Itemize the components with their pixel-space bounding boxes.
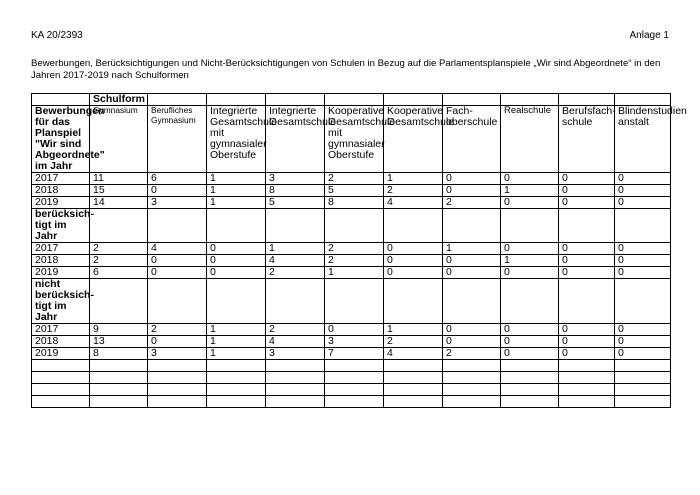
value-cell: 2 [384,185,443,197]
value-cell: 0 [384,267,443,279]
value-cell: 0 [501,197,559,209]
empty-cell [32,372,90,384]
empty-row [32,360,671,372]
table-row [32,255,671,267]
value-cell: 4 [384,348,443,360]
empty-cell [559,396,615,408]
value-cell: 0 [501,324,559,336]
value-cell: 0 [443,336,501,348]
value-cell: 1 [207,324,266,336]
value-cell: 0 [207,243,266,255]
value-cell: 11 [90,173,148,185]
column-header: Gymnasium [90,106,148,173]
value-cell: 8 [90,348,148,360]
table-row [32,197,671,209]
value-cell: 0 [501,173,559,185]
empty-cell [32,360,90,372]
value-cell: 4 [266,336,325,348]
value-cell: 0 [559,324,615,336]
empty-cell [32,396,90,408]
document-title: Bewerbungen, Berücksichtigungen und Nicht-Berücksichtigungen von Schulen in Bezug auf die Parlamentsplanspiele „Wir sind Abgeordnete“ in den Jahren 2017-2019 nach Schulformen [31,58,661,81]
value-cell: 1 [207,185,266,197]
value-cell: 0 [501,243,559,255]
value-cell: 0 [615,267,671,279]
value-cell: 1 [501,255,559,267]
value-cell: 7 [325,348,384,360]
empty-cell [32,94,90,106]
year-cell: 2019 [32,348,90,360]
value-cell: 2 [443,348,501,360]
year-cell: 2019 [32,267,90,279]
value-cell: 0 [148,267,207,279]
value-cell: 5 [266,197,325,209]
empty-cell [559,372,615,384]
empty-cell [148,384,207,396]
value-cell: 8 [266,185,325,197]
value-cell: 2 [90,255,148,267]
empty-cell [148,209,207,243]
corner-label: Bewerbungen für das Planspiel "Wir sind Abgeordnete" im Jahr [32,106,90,173]
value-cell: 1 [266,243,325,255]
empty-cell [325,372,384,384]
section-label: berücksich-tigt im Jahr [32,209,90,243]
section-label-row [32,279,671,324]
value-cell: 0 [615,348,671,360]
column-header: Berufsfach-schule [559,106,615,173]
value-cell: 0 [443,267,501,279]
document-reference: KA 20/2393 [31,30,83,41]
value-cell: 1 [207,173,266,185]
value-cell: 0 [615,197,671,209]
empty-cell [325,209,384,243]
empty-cell [615,360,671,372]
column-header: Integrierte Gesamtschule [266,106,325,173]
value-cell: 0 [615,324,671,336]
value-cell: 2 [443,197,501,209]
value-cell: 1 [384,324,443,336]
value-cell: 2 [325,243,384,255]
empty-cell [615,372,671,384]
year-cell: 2017 [32,173,90,185]
empty-cell [559,360,615,372]
table-row [32,243,671,255]
value-cell: 0 [559,348,615,360]
value-cell: 6 [148,173,207,185]
empty-cell [325,94,384,106]
value-cell: 0 [443,173,501,185]
value-cell: 2 [90,243,148,255]
empty-cell [443,360,501,372]
empty-cell [384,279,443,324]
year-cell: 2018 [32,255,90,267]
empty-cell [501,360,559,372]
value-cell: 3 [148,197,207,209]
empty-cell [207,372,266,384]
table-row [32,185,671,197]
empty-cell [615,396,671,408]
year-cell: 2017 [32,243,90,255]
empty-cell [615,279,671,324]
empty-cell [501,94,559,106]
empty-cell [148,396,207,408]
value-cell: 0 [559,336,615,348]
empty-cell [501,384,559,396]
empty-cell [615,209,671,243]
value-cell: 1 [207,336,266,348]
empty-cell [266,396,325,408]
value-cell: 4 [266,255,325,267]
value-cell: 4 [148,243,207,255]
schulform-header-row [32,94,671,106]
empty-cell [443,279,501,324]
value-cell: 0 [615,173,671,185]
empty-cell [615,384,671,396]
value-cell: 0 [615,255,671,267]
empty-cell [559,94,615,106]
empty-cell [325,360,384,372]
table-row [32,348,671,360]
value-cell: 0 [501,348,559,360]
table-row [32,336,671,348]
empty-cell [32,384,90,396]
value-cell: 0 [384,255,443,267]
value-cell: 8 [325,197,384,209]
empty-cell [443,396,501,408]
value-cell: 2 [266,267,325,279]
value-cell: 3 [148,348,207,360]
empty-cell [266,384,325,396]
value-cell: 0 [559,255,615,267]
value-cell: 6 [90,267,148,279]
column-header: Realschule [501,106,559,173]
value-cell: 2 [384,336,443,348]
value-cell: 3 [266,348,325,360]
empty-cell [266,360,325,372]
empty-cell [90,360,148,372]
section-label-row [32,209,671,243]
value-cell: 0 [148,185,207,197]
empty-cell [325,384,384,396]
column-header-row [32,106,671,173]
year-cell: 2017 [32,324,90,336]
empty-cell [148,360,207,372]
empty-cell [501,279,559,324]
table-row [32,324,671,336]
value-cell: 1 [325,267,384,279]
column-header: Berufliches Gymnasium [148,106,207,173]
empty-cell [266,279,325,324]
attachment-label: Anlage 1 [629,30,669,41]
empty-row [32,396,671,408]
empty-cell [90,372,148,384]
empty-cell [90,209,148,243]
value-cell: 0 [384,243,443,255]
value-cell: 15 [90,185,148,197]
empty-cell [443,94,501,106]
value-cell: 0 [148,255,207,267]
value-cell: 2 [325,255,384,267]
value-cell: 1 [501,185,559,197]
value-cell: 0 [443,185,501,197]
empty-cell [384,396,443,408]
value-cell: 0 [325,324,384,336]
empty-cell [148,279,207,324]
empty-cell [443,209,501,243]
empty-cell [384,360,443,372]
value-cell: 14 [90,197,148,209]
empty-cell [384,94,443,106]
value-cell: 5 [325,185,384,197]
value-cell: 0 [559,243,615,255]
empty-cell [501,209,559,243]
empty-cell [384,372,443,384]
empty-cell [384,384,443,396]
column-header: Fach-oberschule [443,106,501,173]
section-label: nicht berücksich-tigt im Jahr [32,279,90,324]
empty-cell [501,372,559,384]
empty-cell [90,279,148,324]
value-cell: 0 [443,324,501,336]
value-cell: 3 [325,336,384,348]
empty-cell [266,209,325,243]
value-cell: 4 [384,197,443,209]
empty-cell [90,396,148,408]
value-cell: 0 [148,336,207,348]
empty-cell [384,209,443,243]
empty-cell [559,384,615,396]
empty-cell [207,384,266,396]
value-cell: 0 [207,267,266,279]
year-cell: 2019 [32,197,90,209]
empty-cell [90,384,148,396]
value-cell: 0 [501,336,559,348]
column-header: Integrierte Gesamtschule mit gymnasialer Oberstufe [207,106,266,173]
empty-row [32,372,671,384]
empty-cell [443,384,501,396]
table-row [32,173,671,185]
empty-cell [559,279,615,324]
applications-table [31,93,687,408]
value-cell: 2 [266,324,325,336]
value-cell: 3 [266,173,325,185]
empty-cell [207,396,266,408]
value-cell: 1 [207,197,266,209]
schulform-label: Schulform [90,94,148,106]
value-cell: 0 [443,255,501,267]
empty-cell [207,209,266,243]
value-cell: 0 [559,185,615,197]
value-cell: 0 [207,255,266,267]
column-header: Blindenstudien anstalt [615,106,671,173]
empty-cell [501,396,559,408]
empty-row [32,384,671,396]
value-cell: 0 [615,243,671,255]
empty-cell [207,360,266,372]
value-cell: 1 [384,173,443,185]
value-cell: 2 [325,173,384,185]
year-cell: 2018 [32,185,90,197]
empty-cell [443,372,501,384]
value-cell: 2 [148,324,207,336]
value-cell: 0 [615,336,671,348]
value-cell: 1 [443,243,501,255]
empty-cell [148,94,207,106]
value-cell: 1 [207,348,266,360]
value-cell: 0 [615,185,671,197]
empty-cell [266,94,325,106]
empty-cell [266,372,325,384]
value-cell: 0 [501,267,559,279]
empty-cell [325,396,384,408]
value-cell: 0 [559,197,615,209]
empty-cell [325,279,384,324]
empty-cell [207,279,266,324]
value-cell: 9 [90,324,148,336]
empty-cell [615,94,671,106]
value-cell: 0 [559,267,615,279]
empty-cell [559,209,615,243]
value-cell: 13 [90,336,148,348]
column-header: Kooperative Gesamtschule mit gymnasialer Oberstufe [325,106,384,173]
table-row [32,267,671,279]
value-cell: 0 [559,173,615,185]
empty-cell [148,372,207,384]
column-header: Kooperative Gesamtschule [384,106,443,173]
year-cell: 2018 [32,336,90,348]
empty-cell [207,94,266,106]
